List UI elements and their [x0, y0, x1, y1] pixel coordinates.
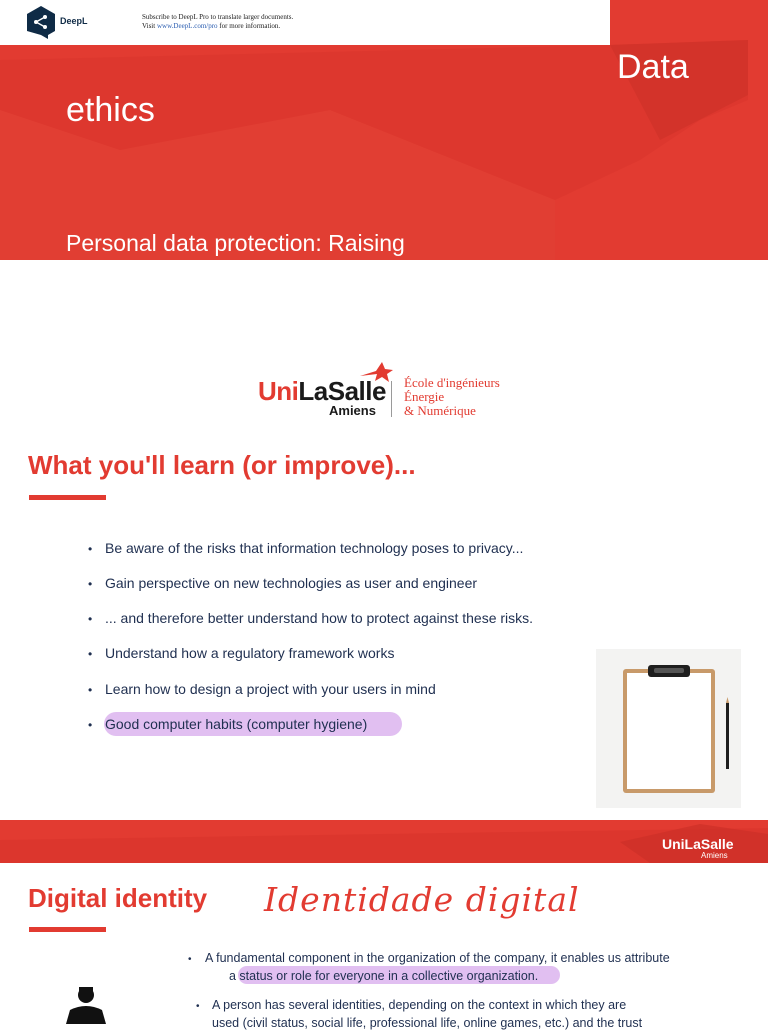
learn-bullet — [88, 681, 436, 697]
learn-bullet — [88, 540, 523, 556]
logo-lasalle-part: LaSalle — [298, 376, 386, 406]
bullet-text: A fundamental component in the organization of the company, it enables us attribute — [205, 951, 670, 965]
bullet-text: Be aware of the risks that information technology poses to privacy... — [105, 540, 524, 556]
bullet-text: Learn how to design a project with your users in mind — [105, 681, 436, 697]
learn-bullet — [88, 575, 477, 591]
slide-title-ethics: ethics — [66, 91, 155, 129]
identity-bullet-line — [188, 950, 670, 968]
deepl-banner — [0, 0, 610, 45]
slide-title-data: Data — [617, 48, 689, 86]
learn-bullet — [88, 610, 533, 626]
identity-bullet — [188, 997, 642, 1031]
bullet-text: Good computer habits (computer hygiene) — [105, 716, 368, 732]
handwritten-annotation: Identidade digital — [264, 880, 580, 919]
learn-heading: What you'll learn (or improve)... — [28, 450, 416, 480]
person-silhouette-icon — [62, 984, 110, 1024]
logo-line-1: École d'ingénieurs — [404, 375, 500, 390]
deepl-brand: DeepL — [60, 16, 88, 26]
deepl-note-line2 — [142, 22, 293, 31]
deepl-note-pre: Visit — [142, 22, 157, 30]
clipboard-photo — [596, 649, 741, 808]
bullet-dot: • — [88, 542, 93, 556]
logo-uni-part: Uni — [258, 376, 299, 406]
shooting-star-icon — [360, 362, 394, 384]
bullet-dot: • — [88, 683, 93, 697]
learn-bullet — [88, 716, 367, 732]
bullet-text: Understand how a regulatory framework works — [105, 645, 395, 661]
bullet-dot: • — [88, 612, 93, 626]
identity-bullet — [188, 950, 670, 984]
logo-line-2: Énergie — [404, 389, 445, 404]
footer-campus: Amiens — [701, 851, 728, 860]
digital-identity-heading: Digital identity — [28, 883, 208, 913]
deepl-subscribe-note — [142, 13, 293, 31]
footer-band — [0, 820, 768, 863]
logo-campus: Amiens — [329, 403, 376, 418]
identity-bullet-line — [188, 997, 642, 1015]
logo-school-text — [404, 376, 500, 418]
deepl-logo-icon[interactable] — [26, 6, 56, 39]
deepl-pro-link[interactable]: www.DeepL.com/pro — [156, 22, 218, 30]
clipboard-icon — [596, 649, 741, 808]
deepl-note-post: for more information. — [217, 22, 281, 30]
bullet-dot: • — [196, 1001, 200, 1012]
bullet-text: A person has several identities, depending on the context in which they are — [212, 998, 627, 1012]
band-shapes — [0, 820, 768, 863]
bullet-dot: • — [88, 718, 93, 732]
bullet-text: Gain perspective on new technologies as user and engineer — [105, 575, 478, 591]
bullet-text: ... and therefore better understand how to protect against these risks. — [105, 610, 534, 626]
logo-line-3: & Numérique — [404, 403, 476, 418]
bullet-dot: • — [88, 647, 93, 661]
bullet-continuation: a status or role for everyone in a collective organization. — [229, 969, 539, 983]
heading-underline — [29, 927, 106, 932]
learn-bullet — [88, 645, 394, 661]
slide-subtitle: Personal data protection: Raising — [66, 230, 405, 256]
deepl-note-line1: Subscribe to DeepL Pro to translate larger documents. — [142, 13, 294, 21]
bullet-dot: • — [188, 954, 192, 965]
heading-underline — [29, 495, 106, 500]
footer-logo: UniLaSalle — [662, 836, 734, 852]
bullet-continuation: used (civil status, social life, professional life, online games, etc.) and the trust — [212, 1016, 643, 1030]
bullet-dot: • — [88, 577, 93, 591]
logo-divider — [391, 381, 392, 417]
unilasalle-logo — [256, 362, 516, 422]
